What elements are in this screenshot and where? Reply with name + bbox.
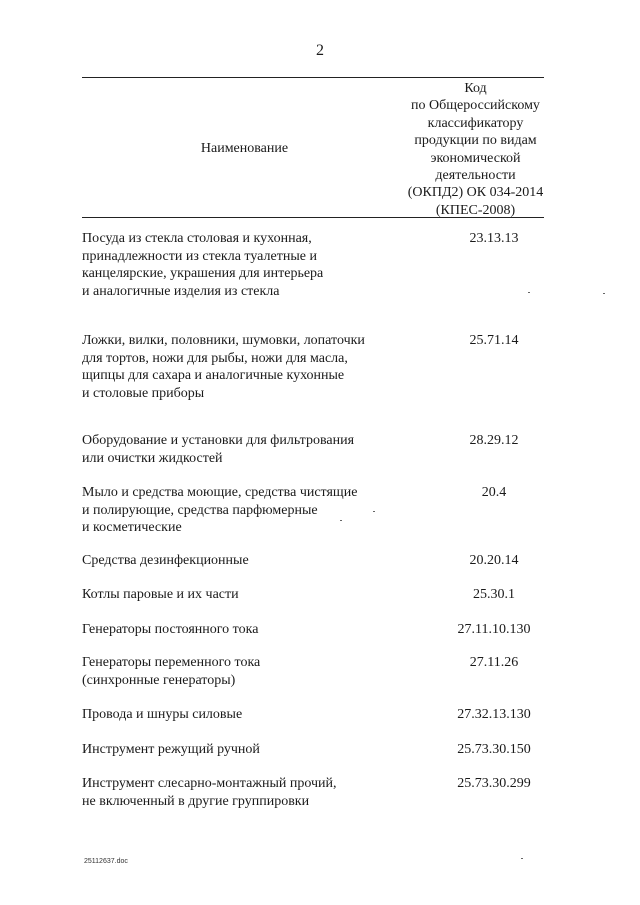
product-name: Генераторы постоянного тока — [82, 621, 259, 637]
product-name: Котлы паровые и их части — [82, 587, 239, 602]
table-row — [82, 586, 544, 604]
table-row — [82, 775, 544, 810]
scan-speck — [603, 293, 605, 294]
product-name: Провода и шнуры силовые — [82, 707, 243, 722]
okpd2-code: 20.20.14 — [469, 552, 519, 568]
product-name: Мыло и средства моющие, средства чистящие и полирующие, средства парфюмерные и косметические — [82, 485, 358, 535]
okpd2-code: 25.30.1 — [473, 587, 515, 602]
scan-speck — [373, 511, 375, 512]
table-row — [82, 654, 544, 689]
table-row — [82, 484, 544, 537]
code-column-header — [407, 78, 544, 217]
document-filename: 25112637.doc — [84, 858, 128, 865]
product-name: Инструмент слесарно-монтажный прочий, не включенный в другие группировки — [82, 776, 337, 809]
scan-speck — [528, 292, 530, 293]
page-number: 2 — [316, 42, 324, 59]
okpd2-code: 27.11.26 — [469, 655, 519, 670]
table-row — [82, 621, 544, 639]
name-column-header: Наименование — [200, 140, 289, 156]
product-name: Посуда из стекла столовая и кухонная, принадлежности из стекла туалетные и канцелярские, украшения для интерьера и аналогичные изделия из стекла — [82, 231, 324, 299]
code-header-line: по Общероссийскому — [411, 98, 540, 114]
table-row — [82, 552, 544, 570]
product-name: Инструмент режущий ручной — [82, 741, 260, 757]
table-row — [82, 741, 544, 759]
product-name: Оборудование и установки для фильтрования или очистки жидкостей — [82, 433, 355, 466]
code-header-line: экономической — [430, 150, 521, 166]
okpd2-code: 25.73.30.299 — [457, 776, 531, 791]
code-header-line: Код — [464, 81, 487, 96]
okpd2-code: 20.4 — [481, 485, 507, 500]
table-header — [82, 78, 544, 217]
code-header-line: (КПЕС-2008) — [435, 202, 516, 218]
code-header-line: продукции по видам — [414, 133, 537, 149]
okpd2-code: 25.73.30.150 — [457, 741, 531, 757]
product-name: Генераторы переменного тока (синхронные генераторы) — [82, 655, 261, 688]
okpd2-code: 27.11.10.130 — [457, 621, 531, 637]
okpd2-code: 28.29.12 — [469, 433, 519, 448]
code-header-line: классификатору — [427, 115, 524, 131]
scan-speck — [521, 858, 523, 859]
table-row — [82, 332, 544, 402]
okpd2-code: 23.13.13 — [469, 231, 519, 246]
table-row — [82, 432, 544, 467]
product-name: Ложки, вилки, половники, шумовки, лопаточки для тортов, ножи для рыбы, ножи для масла, щипцы для сахара и аналогичные кухонные и столовые приборы — [82, 333, 365, 401]
okpd2-code: 25.71.14 — [469, 333, 519, 348]
scan-speck — [340, 520, 342, 521]
table-body — [82, 218, 544, 810]
product-name: Средства дезинфекционные — [82, 552, 249, 568]
table-row — [82, 230, 544, 300]
code-header-line: (ОКПД2) ОК 034-2014 — [407, 185, 544, 201]
okpd2-code: 27.32.13.130 — [457, 707, 531, 722]
classification-table — [82, 77, 544, 810]
code-header-line: деятельности — [435, 168, 516, 184]
table-row — [82, 706, 544, 724]
